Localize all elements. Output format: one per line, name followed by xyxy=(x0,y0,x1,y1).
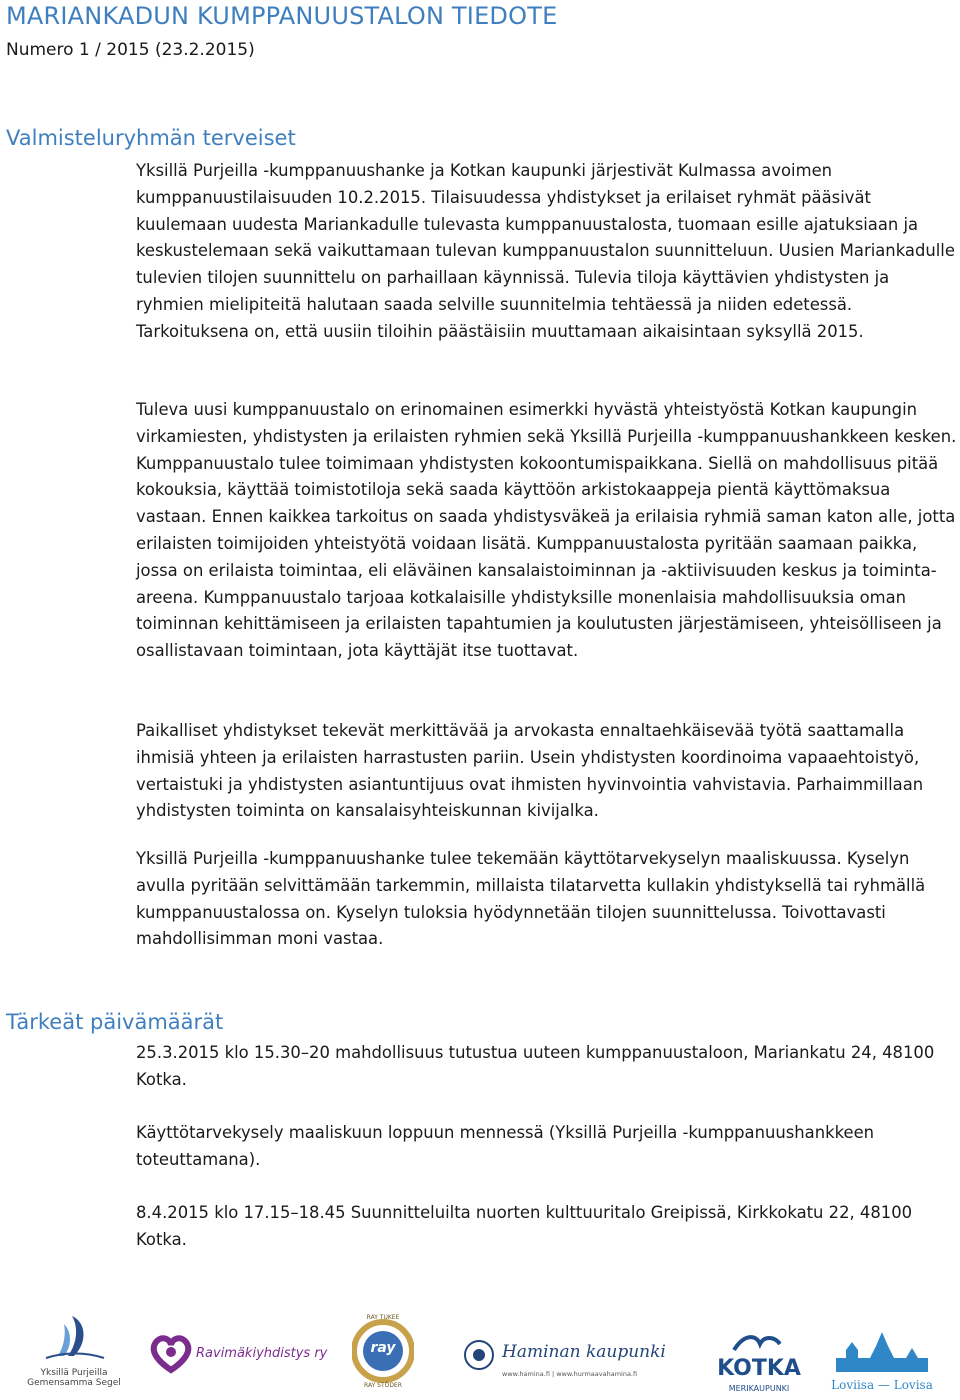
yksilla-line2: Gemensamma Segel xyxy=(27,1378,121,1388)
greetings-paragraph-1 xyxy=(136,158,958,346)
date-item-3 xyxy=(136,1200,958,1254)
ray-top-text: RAY TUKEE xyxy=(366,1314,400,1321)
ravimaki-logo xyxy=(148,1330,328,1390)
ray-center-text: ray xyxy=(370,1340,396,1356)
heart-knot-icon xyxy=(148,1330,194,1376)
date-item-text: 8.4.2015 klo 17.15–18.45 Suunnitteluilta nuorten kulttuuritalo Greipissä, Kirkkokatu 22, 48100 Kotka. xyxy=(136,1203,913,1249)
paragraph-text: Tuleva uusi kumppanuustalo on erinomainen esimerkki hyvästä yhteistyöstä Kotkan kaupungin virkamiesten, yhdistysten ja erilaisten ryhmien sekä Yksillä Purjeilla -kumppanuushankkeen kesken. Kumppanuustalo tulee toimimaan yhdistysten kokoontumispaikkana. Siellä on mahdollisuus pitää kokouksia, käyttää toimistotiloja sekä saada käyttöön arkistokaappeja pientä käyttömaksua vastaan. Ennen kaikkea tarkoitus on saada yhdistysväkeä ja erilaisia ryhmiä saman katon alle, jotta erilaisten toimijoiden yhteistyötä voidaan lisätä. Kumppanuustalosta pyritään saamaan paikka, jossa on erilaista toimintaa, eli eläväinen kansalaistoiminnan ja -aktiivisuuden keskus ja toiminta-areena. Kumppanuustalo tarjoaa kotkalaisille yhdistyksille monenlaisia mahdollisuuksia oman toiminnan kehittämiseen ja erilaisten tapahtumien ja koulutusten järjestämiseen, yhteisölliseen ja osallistavaan toimintaan, jota käyttäjät itse tuottavat. xyxy=(136,400,957,661)
paragraph-text: Yksillä Purjeilla -kumppanuushanke ja Kotkan kaupunki järjestivät Kulmassa avoimen kumppanuustilaisuuden 10.2.2015. Tilaisuudessa yhdistykset ja erilaiset ryhmät pääsivät kuulemaan uudesta Mariankadulle tulevasta kumppanuustalosta, tuomaan esille ajatuksiaan ja keskustelemaan sekä vaikuttamaan tulevan kumppanuustalon suunnitteluun. Uusien Mariankadulle tulevien tilojen suunnittelu on parhaillaan käynnissä. Tulevia tiloja käyttävien yhdistysten ja ryhmien mielipiteitä halutaan saada selville suunnitelmia tehtäessä ja niiden edetessä. Tarkoituksena on, että uusiin tiloihin päästäisiin muuttamaan aikaisintaan syksyllä 2015. xyxy=(136,161,955,341)
yksilla-line1: Yksillä Purjeilla xyxy=(40,1368,108,1378)
sail-icon xyxy=(24,1312,124,1362)
date-item-text: Käyttötarvekysely maaliskuun loppuun mennessä (Yksillä Purjeilla -kumppanuushankkeen toteuttamana). xyxy=(136,1123,875,1169)
loviisa-logo xyxy=(826,1328,938,1398)
greetings-paragraph-2 xyxy=(136,397,958,665)
paragraph-text: Paikalliset yhdistykset tekevät merkittävää ja arvokasta ennaltaehkäisevää työtä saattamalla ihmisiä yhteen ja erilaisten harrastusten pariin. Usein yhdistysten koordinoima vapaaehtoistyö, vertaistuki ja yhdistysten asiantuntijuus ovat ihmisten hyvinvointia vahvistavia. Parhaimmillaan yhdistysten toiminta on kansalaisyhteiskunnan kivijalka. xyxy=(136,721,924,821)
town-skyline-icon xyxy=(832,1328,932,1376)
hamina-crest-icon xyxy=(462,1338,496,1372)
hamina-logo xyxy=(462,1338,666,1394)
kotka-sub: MERIKAUPUNKI xyxy=(728,1384,790,1393)
issue-number: Numero 1 / 2015 (23.2.2015) xyxy=(6,40,255,60)
loviisa-name: Loviisa — Lovisa xyxy=(831,1378,933,1392)
paragraph-text: Yksillä Purjeilla -kumppanuushanke tulee tekemään käyttötarvekyselyn maaliskuussa. Kyselyn avulla pyritään selvittämään tarkemmin, millaista tilatarvetta kullakin yhdistyksellä tai ryhmällä kumppanuustalossa on. Kyselyn tuloksia hyödynnetään tilojen suunnittelussa. Toivottavasti mahdollisimman moni vastaa. xyxy=(136,849,926,949)
section-heading-greetings: Valmisteluryhmän terveiset xyxy=(6,126,296,150)
date-item-1 xyxy=(136,1040,958,1094)
greetings-paragraph-4 xyxy=(136,846,958,953)
hamina-name: Haminan kaupunki xyxy=(502,1342,666,1362)
ravimaki-name: Ravimäkiyhdistys ry xyxy=(196,1346,328,1361)
kotka-name: KOTKA xyxy=(717,1356,801,1381)
date-item-2 xyxy=(136,1120,958,1174)
section-heading-dates: Tärkeät päivämäärät xyxy=(6,1010,224,1034)
wave-icon xyxy=(732,1330,782,1356)
hamina-urls: www.hamina.fi | www.hurmaavahamina.fi xyxy=(502,1370,638,1378)
date-item-text: 25.3.2015 klo 15.30–20 mahdollisuus tutustua uuteen kumppanuustaloon, Mariankatu 24, 48100 Kotka. xyxy=(136,1043,935,1089)
yksilla-purjeilla-logo xyxy=(24,1312,124,1398)
ray-bottom-text: RAY STÖDER xyxy=(364,1382,402,1389)
greetings-paragraph-3 xyxy=(136,718,958,825)
partner-logos xyxy=(0,1308,960,1400)
newsletter-title: MARIANKADUN KUMPPANUUSTALON TIEDOTE xyxy=(6,2,558,30)
kotka-logo xyxy=(704,1330,814,1398)
ray-logo xyxy=(352,1316,414,1396)
